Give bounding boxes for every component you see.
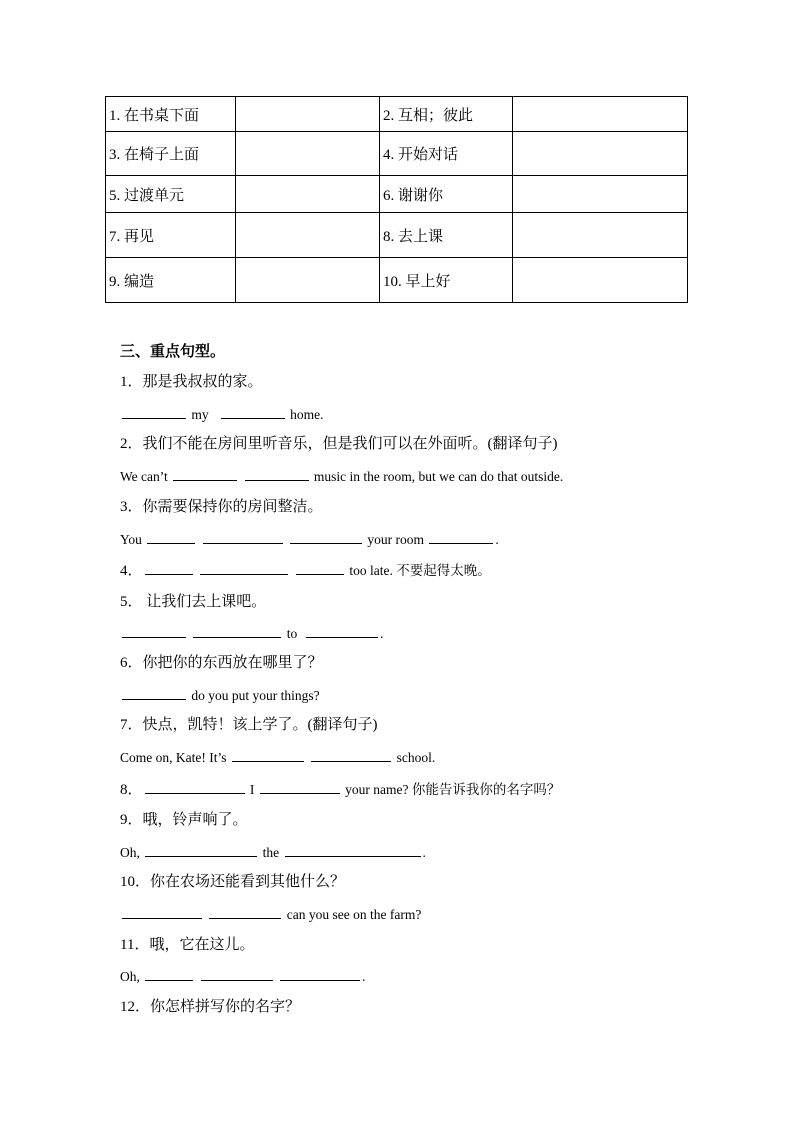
item-prompt: 9．哦，铃声响了。 [120,812,248,828]
item-prompt: 5． 让我们去上课吧。 [120,594,267,610]
item-prompt: 4． too late. 不要起得太晚。 [120,560,491,581]
item-answer-line: You your room . [120,529,499,550]
table-row [106,97,688,132]
item-answer-line: can you see on the farm? [120,904,421,925]
answer-blank[interactable] [209,904,281,919]
item-prompt: 11．哦，它在这儿。 [120,937,255,953]
item-prompt: 7．快点，凯特！该上学了。(翻译句子) [120,717,378,733]
item-answer-line: Come on, Kate! It’s school. [120,747,435,768]
answer-cell[interactable] [236,132,380,176]
answer-blank[interactable] [296,560,344,575]
item-prompt: 1．那是我叔叔的家。 [120,374,263,390]
answer-blank[interactable] [145,779,245,794]
phrase-cell: 3. 在椅子上面 [106,132,236,176]
answer-blank[interactable] [200,560,288,575]
answer-cell[interactable] [513,258,688,303]
answer-blank[interactable] [193,623,281,638]
answer-blank[interactable] [221,404,285,419]
answer-blank[interactable] [147,529,195,544]
answer-blank[interactable] [290,529,362,544]
item-prompt: 8． I your name? 你能告诉我你的名字吗？ [120,779,560,800]
phrase-cell: 9. 编造 [106,258,236,303]
answer-blank[interactable] [173,466,237,481]
phrase-cell: 6. 谢谢你 [380,176,513,213]
answer-cell[interactable] [236,97,380,132]
answer-cell[interactable] [236,258,380,303]
answer-blank[interactable] [311,747,391,762]
answer-cell[interactable] [513,176,688,213]
phrase-cell: 5. 过渡单元 [106,176,236,213]
item-answer-line: my home. [120,404,324,425]
item-answer-line: Oh, . [120,966,365,987]
item-prompt: 2．我们不能在房间里听音乐，但是我们可以在外面听。(翻译句子) [120,436,558,452]
answer-blank[interactable] [122,685,186,700]
item-answer-line: Oh, the . [120,842,426,863]
answer-blank[interactable] [285,842,421,857]
item-prompt: 12．你怎样拼写你的名字？ [120,999,301,1015]
table-row [106,258,688,303]
phrase-cell: 10. 早上好 [380,258,513,303]
answer-cell[interactable] [236,213,380,258]
item-answer-line: to . [120,623,383,644]
answer-blank[interactable] [232,747,304,762]
vocabulary-table [105,96,688,303]
phrase-cell: 8. 去上课 [380,213,513,258]
phrase-cell: 4. 开始对话 [380,132,513,176]
answer-blank[interactable] [280,966,360,981]
answer-blank[interactable] [306,623,378,638]
section-title: 三、重点句型。 [120,344,226,360]
phrase-cell: 7. 再见 [106,213,236,258]
table-row [106,132,688,176]
item-prompt: 10．你在农场还能看到其他什么？ [120,874,346,890]
answer-blank[interactable] [145,966,193,981]
table-row [106,213,688,258]
phrase-cell: 2. 互相；彼此 [380,97,513,132]
item-prompt: 6．你把你的东西放在哪里了？ [120,655,323,671]
item-answer-line: do you put your things? [120,685,320,706]
answer-cell[interactable] [236,176,380,213]
answer-blank[interactable] [201,966,273,981]
answer-blank[interactable] [429,529,493,544]
answer-blank[interactable] [122,623,186,638]
item-answer-line: We can’t music in the room, but we can do that outside. [120,466,563,487]
answer-blank[interactable] [245,466,309,481]
answer-blank[interactable] [122,904,202,919]
answer-blank[interactable] [203,529,283,544]
phrase-cell: 1. 在书桌下面 [106,97,236,132]
item-prompt: 3．你需要保持你的房间整洁。 [120,499,323,515]
answer-cell[interactable] [513,213,688,258]
answer-blank[interactable] [145,560,193,575]
answer-blank[interactable] [122,404,186,419]
answer-blank[interactable] [260,779,340,794]
answer-cell[interactable] [513,132,688,176]
answer-blank[interactable] [145,842,257,857]
table-row [106,176,688,213]
answer-cell[interactable] [513,97,688,132]
